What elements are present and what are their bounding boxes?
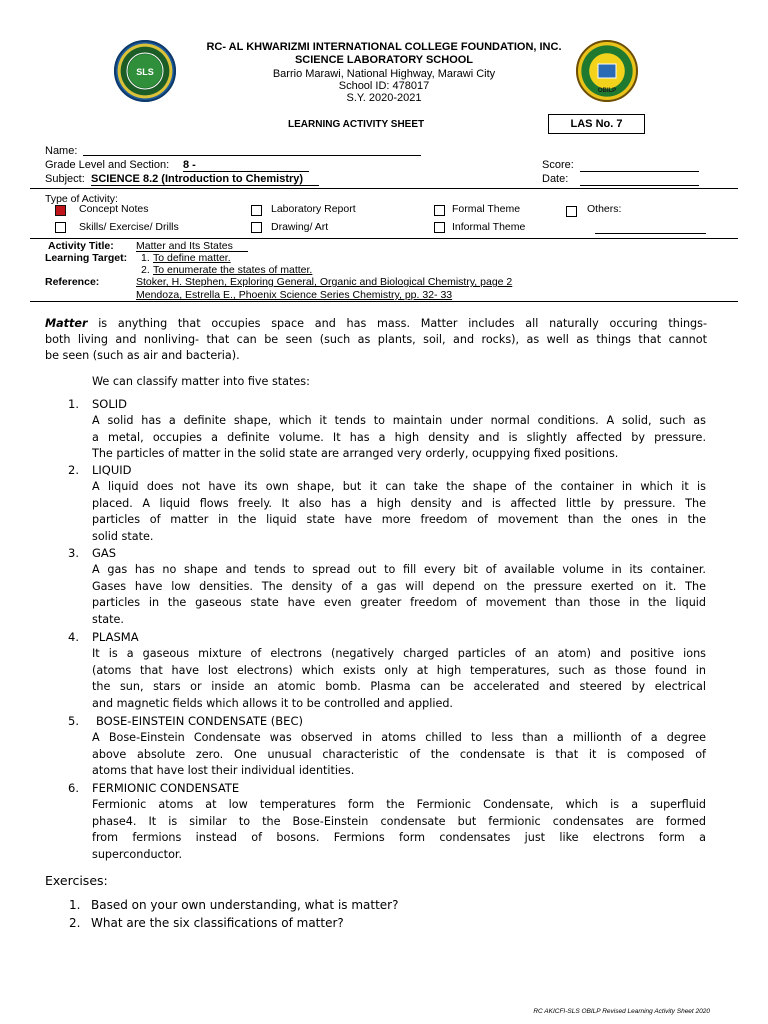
- state-description-line: and magnetic fields which allows it to be controlled and applied.: [92, 696, 453, 710]
- divider: [30, 301, 738, 302]
- reference-1: Stoker, H. Stephen, Exploring General, Organic and Biological Chemistry, page 2: [136, 276, 513, 288]
- exercises-label: Exercises:: [45, 873, 108, 888]
- classify-sentence: We can classify matter into five states:: [92, 375, 310, 388]
- concept-notes-label: Concept Notes: [79, 203, 149, 215]
- state-title: LIQUID: [92, 463, 132, 477]
- svg-text:SLS: SLS: [136, 67, 154, 77]
- laboratory-report-label: Laboratory Report: [271, 203, 356, 215]
- intro-term: Matter: [45, 317, 88, 330]
- intro-line-2: both living and nonliving- that can be seen (such as plants, soil, and rocks), as well as things that cannot: [45, 333, 707, 346]
- state-description-line: A liquid does not have its own shape, but it can take the shape of the container in which it is: [92, 480, 706, 493]
- learning-target-label: Learning Target:: [45, 252, 128, 264]
- score-label: Score:: [542, 159, 574, 171]
- state-title: SOLID: [92, 397, 128, 411]
- state-number: 3.: [68, 546, 79, 560]
- grade-field[interactable]: [183, 171, 309, 172]
- laboratory-report-checkbox[interactable]: [251, 205, 262, 216]
- state-description-line: from fermions instead of bosons. Fermions form condensates just like electrons form a: [92, 831, 706, 844]
- state-description-line: a metal, occupies a definite volume. It has a high density and is slightly affected by pressure.: [92, 430, 706, 444]
- drawing-checkbox[interactable]: [251, 222, 262, 233]
- subject-label: Subject:: [45, 173, 85, 185]
- concept-notes-checkbox[interactable]: [55, 205, 66, 216]
- state-description-line: the sun, stars or inside an atomic bomb. Plasma can be accelerated and steered by electrical: [92, 680, 706, 693]
- reference-2: Mendoza, Estrella E., Phoenix Science Series Chemistry, pp. 32- 33: [136, 289, 453, 301]
- grade-value: 8 -: [183, 159, 196, 171]
- school-name: SCIENCE LABORATORY SCHOOL: [294, 54, 474, 66]
- activity-type-label: Type of Activity:: [45, 193, 118, 205]
- school-year: S.Y. 2020-2021: [346, 92, 422, 104]
- institution-name: RC- AL KHWARIZMI INTERNATIONAL COLLEGE FOUNDATION, INC.: [206, 41, 562, 53]
- state-description-line: particles in the gaseous state have even greater freedom of movement than those in the liquid: [92, 596, 706, 609]
- subject-value: SCIENCE 8.2 (Introduction to Chemistry): [91, 173, 304, 185]
- state-description-line: A Bose-Einstein Condensate was observed in atoms chilled to less than a millionth of a degree: [92, 731, 706, 744]
- target-2-number: 2.: [141, 264, 150, 276]
- intro-line-1: [45, 316, 707, 333]
- state-description-line: above absolute zero. One unusual characteristic of the condensate is that it is composed of: [92, 747, 706, 761]
- state-number: 1.: [68, 397, 79, 411]
- state-description-line: (atoms that have lost electrons) which exists only at high temperatures, such as those found in: [92, 663, 706, 677]
- state-title: BOSE-EINSTEIN CONDENSATE (BEC): [96, 714, 303, 728]
- target-1: To define matter.: [153, 252, 231, 264]
- name-label: Name:: [45, 145, 78, 157]
- state-description-line: superconductor.: [92, 847, 183, 861]
- target-2: To enumerate the states of matter.: [153, 264, 313, 276]
- state-description-line: Fermionic atoms at low temperatures form the Fermionic Condensate, which is a superfluid: [92, 798, 706, 811]
- state-title: PLASMA: [92, 630, 139, 644]
- exercise-1-number: 1.: [69, 898, 81, 912]
- state-description-line: Gases have low densities. The density of a gas will depend on the pressure exerted on it. The: [92, 579, 706, 593]
- others-field[interactable]: [595, 233, 706, 234]
- subject-underline: [91, 185, 319, 186]
- informal-theme-checkbox[interactable]: [434, 222, 445, 233]
- others-checkbox[interactable]: [566, 206, 577, 217]
- divider: [30, 238, 738, 239]
- reference-label: Reference:: [45, 276, 100, 288]
- school-id: School ID: 478017: [338, 80, 430, 92]
- intro-text: is anything that occupies space and has mass. Matter includes all naturally occuring things-: [87, 317, 707, 330]
- state-number: 4.: [68, 630, 79, 644]
- state-description-line: A solid has a definite shape, which it tends to maintain under normal conditions. A solid, such as: [92, 414, 706, 427]
- state-description-line: The particles of matter in the solid state are arranged very orderly, ocuppying fixed positions.: [92, 447, 619, 460]
- state-description-line: placed. A liquid flows freely. It also has a high density and is affected little by pressure. The: [92, 496, 706, 510]
- state-description-line: solid state.: [92, 529, 154, 543]
- intro-line-3: be seen (such as air and bacteria).: [45, 349, 240, 362]
- state-description-line: phase4. It is similar to the Bose-Einstein condensate but fermionic condensates are formed: [92, 814, 706, 828]
- drawing-label: Drawing/ Art: [271, 221, 329, 233]
- exercise-1: Based on your own understanding, what is matter?: [91, 898, 399, 912]
- target-1-number: 1.: [141, 252, 150, 264]
- state-number: 6.: [68, 781, 79, 795]
- exercise-2: What are the six classifications of matter?: [91, 916, 344, 930]
- state-title: FERMIONIC CONDENSATE: [92, 781, 240, 795]
- date-field[interactable]: [580, 185, 699, 186]
- state-number: 5.: [68, 714, 79, 728]
- state-description-line: It is a gaseous mixture of electrons (negatively charged particles of an atom) and positive ions: [92, 647, 706, 660]
- skills-label: Skills/ Exercise/ Drills: [79, 221, 179, 233]
- score-field[interactable]: [580, 171, 699, 172]
- informal-theme-label: Informal Theme: [452, 221, 526, 233]
- formal-theme-checkbox[interactable]: [434, 205, 445, 216]
- las-number: LAS No. 7: [548, 114, 645, 134]
- formal-theme-label: Formal Theme: [452, 203, 521, 215]
- state-description-line: particles of matter in the liquid state have more freedom of movement than the ones in the: [92, 513, 706, 526]
- state-description-line: atoms that have lost their individual identities.: [92, 764, 355, 777]
- date-label: Date:: [542, 173, 569, 185]
- skills-checkbox[interactable]: [55, 222, 66, 233]
- grade-label: Grade Level and Section:: [45, 159, 170, 171]
- activity-title-label: Activity Title:: [48, 240, 114, 252]
- state-description-line: state.: [92, 612, 124, 626]
- divider: [30, 188, 738, 189]
- svg-text:OBILP: OBILP: [597, 88, 617, 94]
- activity-title-value: Matter and Its States: [136, 240, 233, 252]
- school-address: Barrio Marawi, National Highway, Marawi City: [272, 68, 496, 80]
- name-field[interactable]: [83, 155, 421, 156]
- state-number: 2.: [68, 463, 79, 477]
- others-label: Others:: [587, 203, 622, 215]
- state-description-line: A gas has no shape and tends to spread out to fill every bit of available volume in its container.: [92, 563, 706, 576]
- state-title: GAS: [92, 546, 117, 560]
- sheet-title: LEARNING ACTIVITY SHEET: [288, 119, 425, 130]
- exercise-2-number: 2.: [69, 916, 81, 930]
- footer-text: RC AKICFI-SLS OBILP Revised Learning Activity Sheet 2020: [533, 1008, 710, 1015]
